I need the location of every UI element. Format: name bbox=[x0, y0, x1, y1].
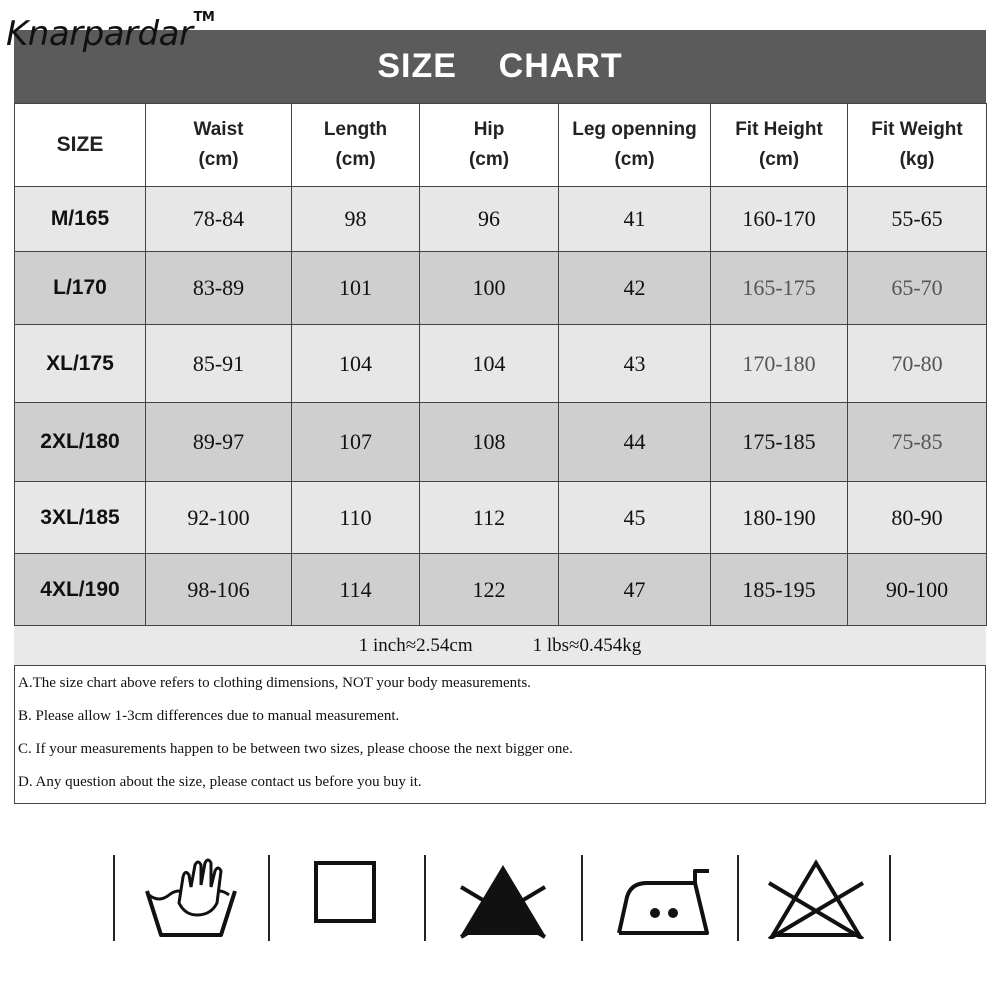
fit-weight-cell: 70-80 bbox=[848, 325, 987, 403]
note-a: A.The size chart above refers to clothing dimensions, NOT your body measurements. bbox=[18, 675, 531, 691]
length-cell: 107 bbox=[292, 403, 420, 482]
fit-weight-cell: 55-65 bbox=[848, 187, 987, 252]
unit-conversion bbox=[14, 625, 986, 666]
waist-cell: 98-106 bbox=[146, 554, 292, 626]
fit-weight-cell: 65-70 bbox=[848, 252, 987, 325]
size-notes bbox=[18, 672, 978, 804]
waist-cell: 78-84 bbox=[146, 187, 292, 252]
table-row bbox=[15, 554, 987, 626]
waist-cell: 92-100 bbox=[146, 482, 292, 554]
note-c: C. If your measurements happen to be between two sizes, please choose the next bigger one. bbox=[18, 741, 573, 757]
fit-height-cell: 185-195 bbox=[711, 554, 848, 626]
separator bbox=[268, 855, 270, 941]
fit-height-cell: 170-180 bbox=[711, 325, 848, 403]
header-hip: Hip (cm) bbox=[420, 104, 559, 187]
header-waist: Waist (cm) bbox=[146, 104, 292, 187]
tumble-dry-icon bbox=[311, 857, 381, 927]
leg-opening-cell: 47 bbox=[559, 554, 711, 626]
table-row bbox=[15, 325, 987, 403]
hip-cell: 122 bbox=[420, 554, 559, 626]
brand-logo bbox=[6, 9, 215, 54]
header-row bbox=[15, 104, 987, 187]
iron-medium-heat-icon bbox=[611, 857, 715, 939]
fit-height-cell: 175-185 bbox=[711, 403, 848, 482]
inch-conversion: 1 inch≈2.54cm bbox=[358, 634, 473, 656]
fit-weight-cell: 75-85 bbox=[848, 403, 987, 482]
do-not-bleach-icon bbox=[453, 857, 553, 939]
do-not-bleach-crossed-icon bbox=[763, 857, 869, 939]
leg-opening-cell: 44 bbox=[559, 403, 711, 482]
hip-cell: 104 bbox=[420, 325, 559, 403]
fit-height-cell: 165-175 bbox=[711, 252, 848, 325]
separator bbox=[889, 855, 891, 941]
separator bbox=[424, 855, 426, 941]
size-cell: M/165 bbox=[15, 187, 146, 252]
length-cell: 104 bbox=[292, 325, 420, 403]
size-cell: L/170 bbox=[15, 252, 146, 325]
table-row bbox=[15, 187, 987, 252]
leg-opening-cell: 43 bbox=[559, 325, 711, 403]
hand-wash-icon bbox=[141, 857, 241, 939]
header-leg-opening: Leg openning (cm) bbox=[559, 104, 711, 187]
hip-cell: 96 bbox=[420, 187, 559, 252]
header-fit-weight: Fit Weight (kg) bbox=[848, 104, 987, 187]
table-row bbox=[15, 252, 987, 325]
hip-cell: 108 bbox=[420, 403, 559, 482]
note-d: D. Any question about the size, please contact us before you buy it. bbox=[18, 774, 422, 790]
brand-name: Knarpardar bbox=[6, 14, 193, 54]
length-cell: 98 bbox=[292, 187, 420, 252]
table-row bbox=[15, 403, 987, 482]
size-cell: 4XL/190 bbox=[15, 554, 146, 626]
size-table bbox=[14, 103, 987, 626]
size-cell: XL/175 bbox=[15, 325, 146, 403]
size-cell: 3XL/185 bbox=[15, 482, 146, 554]
waist-cell: 89-97 bbox=[146, 403, 292, 482]
care-instructions bbox=[113, 855, 891, 941]
separator bbox=[113, 855, 115, 941]
separator bbox=[581, 855, 583, 941]
waist-cell: 83-89 bbox=[146, 252, 292, 325]
fit-height-cell: 160-170 bbox=[711, 187, 848, 252]
leg-opening-cell: 41 bbox=[559, 187, 711, 252]
length-cell: 101 bbox=[292, 252, 420, 325]
lbs-conversion: 1 lbs≈0.454kg bbox=[532, 634, 642, 656]
hip-cell: 100 bbox=[420, 252, 559, 325]
header-length: Length (cm) bbox=[292, 104, 420, 187]
trademark-mark: TM bbox=[193, 9, 215, 25]
table-row bbox=[15, 482, 987, 554]
size-cell: 2XL/180 bbox=[15, 403, 146, 482]
leg-opening-cell: 42 bbox=[559, 252, 711, 325]
fit-weight-cell: 80-90 bbox=[848, 482, 987, 554]
length-cell: 114 bbox=[292, 554, 420, 626]
header-size: SIZE bbox=[15, 104, 146, 187]
size-chart-title: SIZE CHART bbox=[14, 30, 986, 103]
length-cell: 110 bbox=[292, 482, 420, 554]
header-fit-height: Fit Height (cm) bbox=[711, 104, 848, 187]
hip-cell: 112 bbox=[420, 482, 559, 554]
note-b: B. Please allow 1-3cm differences due to manual measurement. bbox=[18, 708, 400, 724]
fit-height-cell: 180-190 bbox=[711, 482, 848, 554]
waist-cell: 85-91 bbox=[146, 325, 292, 403]
fit-weight-cell: 90-100 bbox=[848, 554, 987, 626]
leg-opening-cell: 45 bbox=[559, 482, 711, 554]
separator bbox=[737, 855, 739, 941]
